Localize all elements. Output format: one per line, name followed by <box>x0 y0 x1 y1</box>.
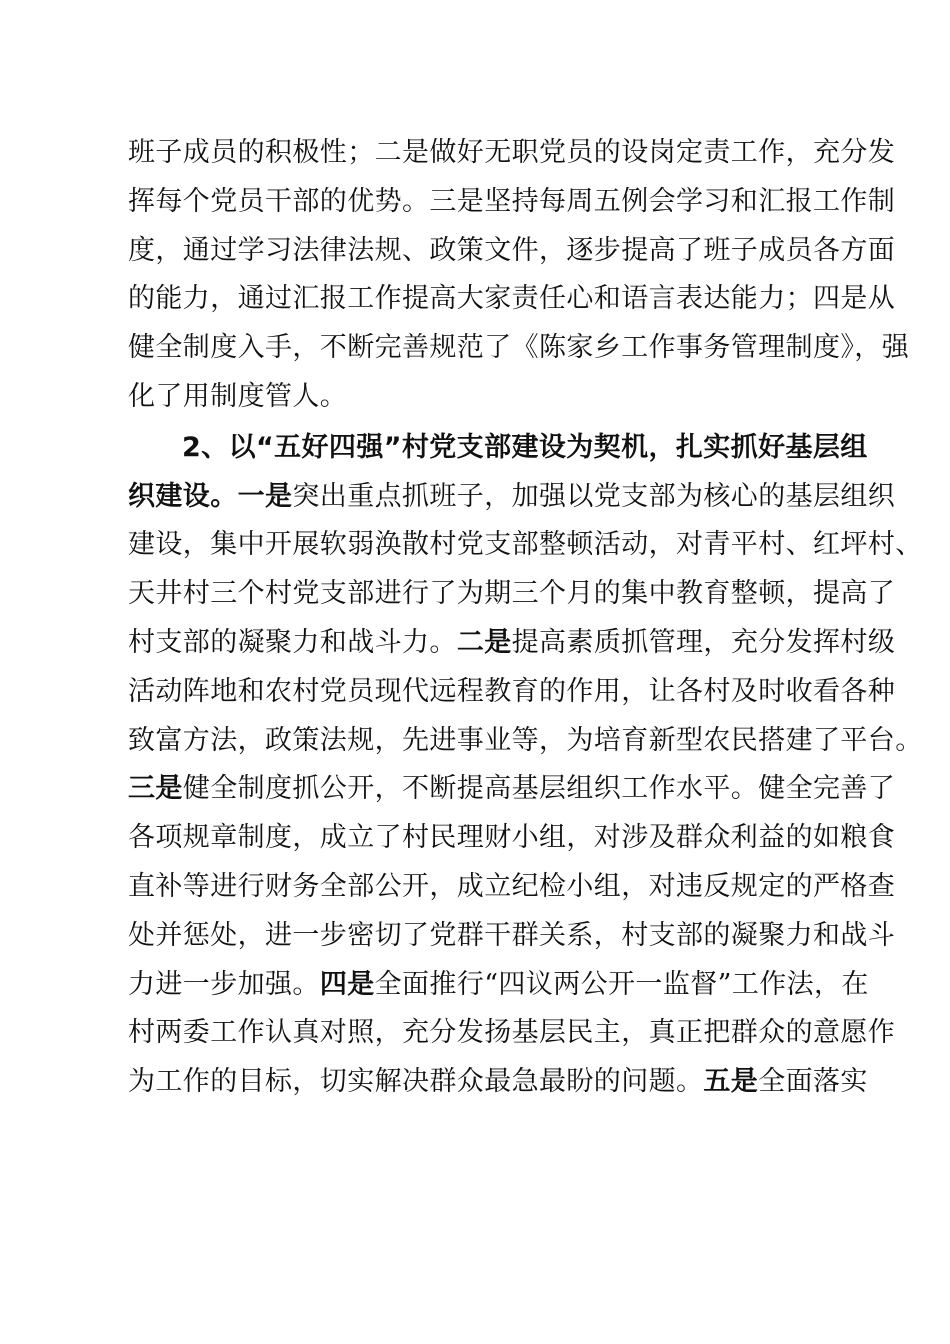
text-line: 致富方法，政策法规，先进事业等，为培育新型农民搭建了平台。 <box>128 724 923 756</box>
text-line: 健全制度入手，不断完善规范了《陈家乡工作事务管理制度》，强 <box>128 332 910 364</box>
text-line <box>128 1058 868 1107</box>
text-line: 处并惩处，进一步密切了党群干群关系，村支部的凝聚力和战斗 <box>128 919 896 951</box>
text-line: 化了用制度管人。 <box>128 380 348 412</box>
text-line: 度，通过学习法律法规、政策文件，逐步提高了班子成员各方面 <box>128 234 896 266</box>
text-line: 建设，集中开展软弱涣散村党支部整顿活动，对青平村、红坪村、 <box>128 529 923 561</box>
point-label: 二是 <box>456 626 512 658</box>
text-line: 挥每个党员干部的优势。三是坚持每周五例会学习和汇报工作制 <box>128 185 896 217</box>
point-label: 五是 <box>703 1066 759 1098</box>
text-segment: 村支部的凝聚力和战斗力。 <box>128 626 457 658</box>
text-line <box>128 961 869 1010</box>
text-segment: 全面落实 <box>758 1066 868 1098</box>
section-heading-end: 织建设。一是 <box>128 480 293 512</box>
point-label: 三是 <box>128 773 183 805</box>
text-segment: 突出重点抓班子，加强以党支部为核心的基层组织 <box>292 480 896 512</box>
text-segment: 力进一步加强。 <box>128 968 320 1000</box>
paragraph-2 <box>128 424 923 1107</box>
text-line <box>128 765 896 814</box>
text-line <box>128 619 896 668</box>
text-segment: 健全制度抓公开，不断提高基层组织工作水平。健全完善了 <box>182 773 896 805</box>
text-line: 活动阵地和农村党员现代远程教育的作用，让各村及时收看各种 <box>128 675 896 707</box>
text-line: 天井村三个村党支部进行了为期三个月的集中教育整顿，提高了 <box>128 578 896 610</box>
text-segment: 全面推行“四议两公开一监督”工作法，在 <box>374 968 869 1000</box>
point-label: 四是 <box>319 968 375 1000</box>
text-line: 班子成员的积极性；二是做好无职党员的设岗定责工作，充分发 <box>128 137 896 168</box>
paragraph-1 <box>128 129 910 422</box>
text-line: 村两委工作认真对照，充分发扬基层民主，真正把群众的意愿作 <box>128 1017 896 1049</box>
text-segment: 为工作的目标，切实解决群众最急最盼的问题。 <box>128 1066 704 1098</box>
text-line: 各项规章制度，成立了村民理财小组，对涉及群众利益的如粮食 <box>128 822 896 854</box>
text-line: 直补等进行财务全部公开，成立纪检小组，对违反规定的严格查 <box>128 870 896 902</box>
text-segment: 提高素质抓管理，充分发挥村级 <box>511 626 896 658</box>
text-line <box>128 473 896 522</box>
document-body <box>128 129 923 1107</box>
section-heading: 2、以“五好四强”村党支部建设为契机，扎实抓好基层组 <box>182 431 868 463</box>
text-line: 的能力，通过汇报工作提高大家责任心和语言表达能力；四是从 <box>128 283 896 315</box>
